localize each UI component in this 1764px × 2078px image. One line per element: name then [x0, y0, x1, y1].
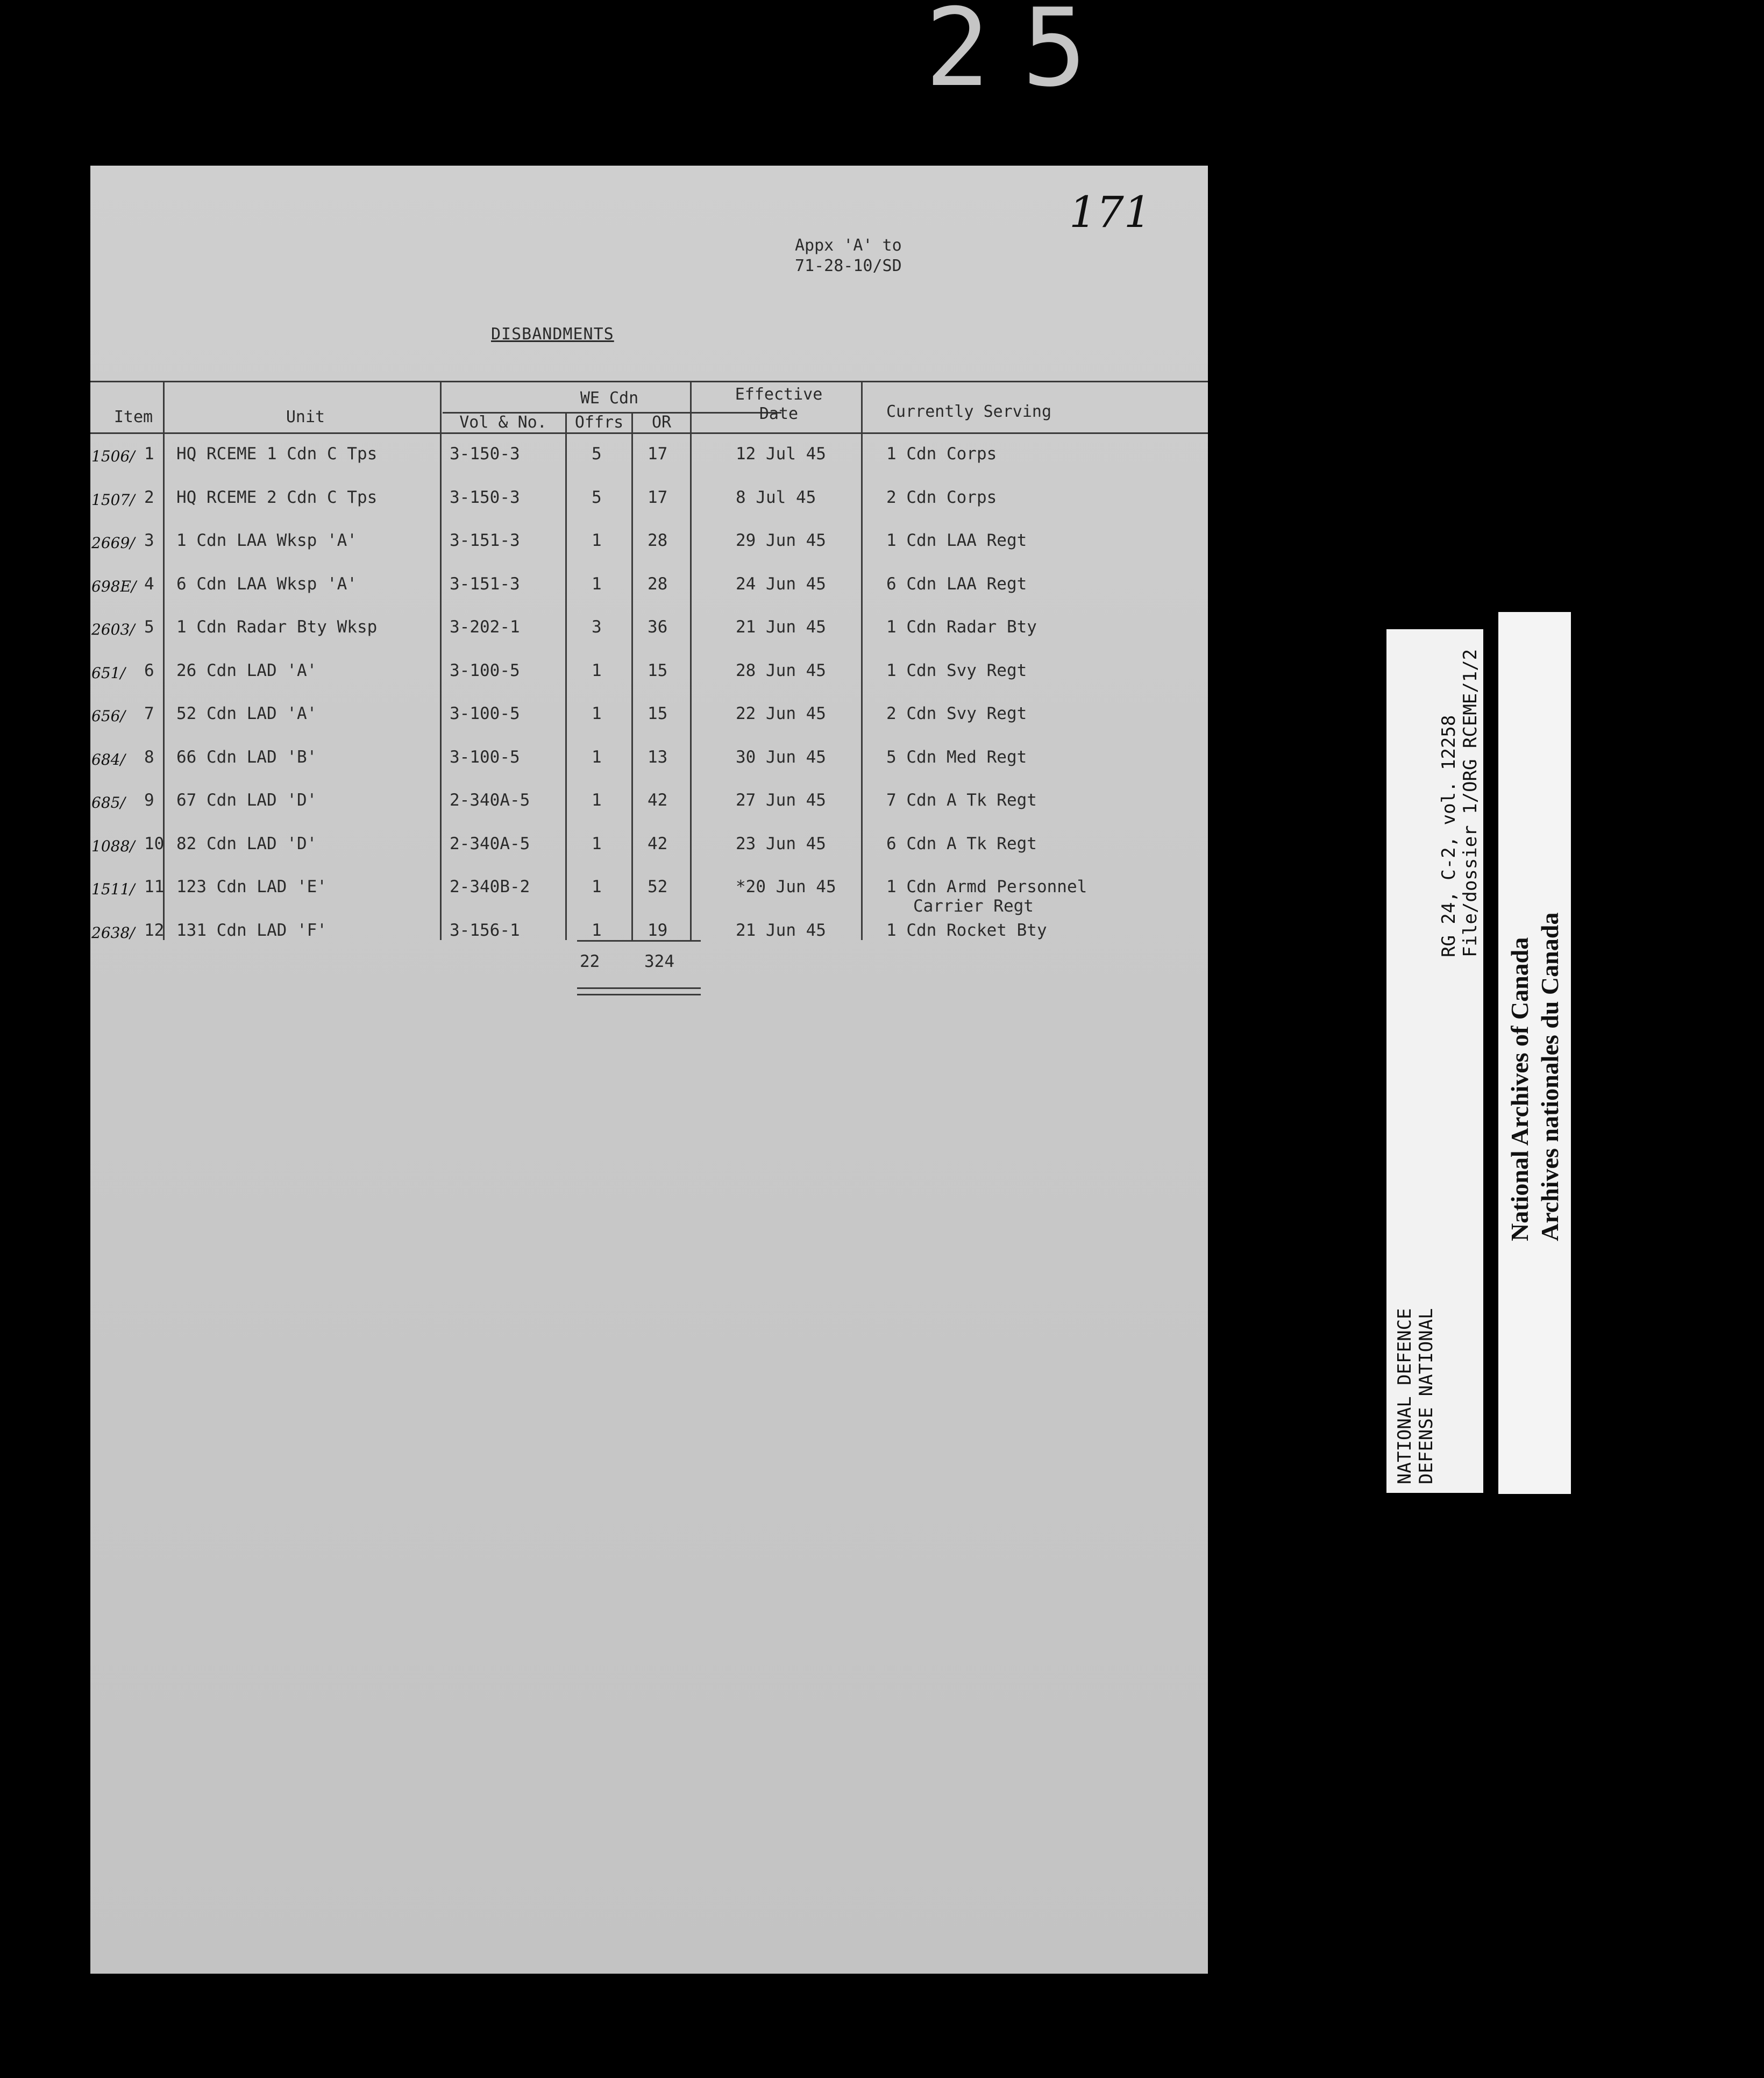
item-number: 5 — [144, 617, 154, 637]
or-count: 19 — [648, 920, 668, 940]
item-handwritten-ref: 2669/ — [91, 534, 135, 552]
column-divider — [861, 381, 863, 940]
document-page — [90, 166, 1208, 1974]
header-item: Item — [113, 408, 153, 426]
effective-date: 12 Jul 45 — [736, 444, 826, 464]
column-divider — [163, 381, 165, 940]
header-offrs: Offrs — [574, 413, 624, 432]
offrs-count: 3 — [592, 617, 602, 637]
microfilm-frame-number: 25 — [925, 0, 1119, 111]
we-vol-no: 3-151-3 — [450, 531, 520, 550]
unit-name: HQ RCEME 1 Cdn C Tps — [176, 444, 378, 464]
handwritten-page-number: 171 — [1069, 187, 1151, 237]
item-number: 3 — [144, 531, 154, 550]
or-count: 42 — [648, 791, 668, 810]
item-number: 4 — [144, 574, 154, 594]
currently-serving: 1 Cdn Armd Personnel — [886, 877, 1087, 896]
or-count: 15 — [648, 660, 668, 680]
we-vol-no: 2-340A-5 — [450, 834, 530, 853]
item-handwritten-ref: 1506/ — [91, 447, 135, 465]
unit-name: 1 Cdn Radar Bty Wksp — [176, 617, 378, 637]
offrs-count: 1 — [592, 574, 602, 594]
currently-serving-continued: Carrier Regt — [913, 896, 1034, 916]
item-number: 10 — [144, 834, 165, 853]
unit-name: 1 Cdn LAA Wksp 'A' — [176, 531, 357, 550]
national-archives-label — [1498, 612, 1571, 1494]
unit-name: HQ RCEME 2 Cdn C Tps — [176, 487, 378, 507]
offrs-count: 1 — [592, 920, 602, 940]
effective-date: 8 Jul 45 — [736, 487, 816, 507]
header-we-cdn: WE Cdn — [580, 389, 639, 408]
item-number: 12 — [144, 920, 165, 940]
total-or: 324 — [644, 952, 674, 971]
or-count: 42 — [648, 834, 668, 853]
offrs-count: 5 — [592, 487, 602, 507]
archive-reference-label — [1386, 629, 1483, 1493]
offrs-count: 1 — [592, 704, 602, 723]
currently-serving: 2 Cdn Svy Regt — [886, 704, 1027, 723]
currently-serving: 1 Cdn Radar Bty — [886, 617, 1037, 637]
currently-serving: 1 Cdn Svy Regt — [886, 660, 1027, 680]
we-vol-no: 3-151-3 — [450, 574, 520, 594]
department-text — [1394, 1308, 1437, 1484]
item-handwritten-ref: 684/ — [91, 750, 125, 768]
archives-line-2: Archives nationales du Canada — [1536, 912, 1563, 1241]
offrs-count: 1 — [592, 791, 602, 810]
effective-date: 28 Jun 45 — [736, 660, 826, 680]
unit-name: 67 Cdn LAD 'D' — [176, 791, 317, 810]
or-count: 28 — [648, 531, 668, 550]
unit-name: 82 Cdn LAD 'D' — [176, 834, 317, 853]
offrs-count: 1 — [592, 877, 602, 896]
column-divider — [440, 381, 442, 940]
we-vol-no: 3-100-5 — [450, 704, 520, 723]
currently-serving: 2 Cdn Corps — [886, 487, 997, 507]
item-handwritten-ref: 1507/ — [91, 490, 135, 509]
appendix-reference — [795, 236, 902, 276]
reference-line-1: RG 24, C-2, vol. 12258 — [1438, 715, 1460, 957]
item-handwritten-ref: 2603/ — [91, 621, 135, 638]
item-handwritten-ref: 1088/ — [91, 837, 135, 855]
or-count: 15 — [648, 704, 668, 723]
header-or: OR — [651, 413, 672, 432]
national-archives-text — [1505, 913, 1565, 1241]
offrs-count: 1 — [592, 531, 602, 550]
header-date: Date — [759, 404, 799, 423]
or-count: 28 — [648, 574, 668, 594]
offrs-count: 1 — [592, 747, 602, 767]
we-vol-no: 3-100-5 — [450, 747, 520, 767]
currently-serving: 1 Cdn Rocket Bty — [886, 920, 1047, 940]
item-handwritten-ref: 698E/ — [91, 577, 137, 595]
we-vol-no: 2-340B-2 — [450, 877, 530, 896]
or-count: 36 — [648, 617, 668, 637]
we-vol-no: 3-100-5 — [450, 660, 520, 680]
archive-reference-text — [1438, 649, 1481, 957]
item-handwritten-ref: 651/ — [91, 664, 125, 682]
currently-serving: 1 Cdn Corps — [886, 444, 997, 464]
department-line-1: NATIONAL DEFENCE — [1394, 1308, 1416, 1484]
document-title: DISBANDMENTS — [491, 325, 614, 344]
totals-double-rule — [577, 994, 701, 995]
item-number: 11 — [144, 877, 165, 896]
item-number: 6 — [144, 660, 154, 680]
header-vol-no: Vol & No. — [459, 413, 547, 432]
offrs-count: 5 — [592, 444, 602, 464]
item-handwritten-ref: 1511/ — [91, 880, 135, 898]
effective-date: 21 Jun 45 — [736, 617, 826, 637]
unit-name: 123 Cdn LAD 'E' — [176, 877, 327, 896]
appendix-reference-line-1: Appx 'A' to — [795, 236, 902, 255]
unit-name: 6 Cdn LAA Wksp 'A' — [176, 574, 357, 594]
unit-name: 66 Cdn LAD 'B' — [176, 747, 317, 767]
or-count: 17 — [648, 444, 668, 464]
offrs-count: 1 — [592, 660, 602, 680]
effective-date: *20 Jun 45 — [736, 877, 836, 896]
totals-double-rule — [577, 987, 701, 989]
item-number: 1 — [144, 444, 154, 464]
header-unit: Unit — [286, 408, 325, 426]
total-offrs: 22 — [580, 952, 600, 971]
item-number: 8 — [144, 747, 154, 767]
we-vol-no: 3-150-3 — [450, 444, 520, 464]
item-number: 2 — [144, 487, 154, 507]
currently-serving: 7 Cdn A Tk Regt — [886, 791, 1037, 810]
unit-name: 131 Cdn LAD 'F' — [176, 920, 327, 940]
or-count: 52 — [648, 877, 668, 896]
column-divider — [631, 412, 633, 940]
effective-date: 23 Jun 45 — [736, 834, 826, 853]
effective-date: 29 Jun 45 — [736, 531, 826, 550]
item-handwritten-ref: 2638/ — [91, 923, 135, 942]
effective-date: 22 Jun 45 — [736, 704, 826, 723]
effective-date: 21 Jun 45 — [736, 920, 826, 940]
currently-serving: 6 Cdn A Tk Regt — [886, 834, 1037, 853]
unit-name: 26 Cdn LAD 'A' — [176, 660, 317, 680]
appendix-reference-line-2: 71-28-10/SD — [795, 257, 902, 275]
currently-serving: 5 Cdn Med Regt — [886, 747, 1027, 767]
header-effective: Effective — [735, 385, 823, 404]
we-vol-no: 3-150-3 — [450, 487, 520, 507]
item-handwritten-ref: 656/ — [91, 707, 125, 725]
we-vol-no: 3-156-1 — [450, 920, 520, 940]
we-vol-no: 3-202-1 — [450, 617, 520, 637]
or-count: 13 — [648, 747, 668, 767]
header-currently-serving: Currently Serving — [886, 402, 1052, 421]
archives-line-1: National Archives of Canada — [1506, 937, 1533, 1241]
department-line-2: DEFENSE NATIONAL — [1416, 1308, 1437, 1484]
currently-serving: 6 Cdn LAA Regt — [886, 574, 1027, 594]
we-cdn-top-rule — [443, 381, 781, 382]
header-bottom-rule — [90, 432, 1208, 434]
we-vol-no: 2-340A-5 — [450, 791, 530, 810]
reference-line-2: File/dossier 1/ORG RCEME/1/2 — [1460, 649, 1481, 957]
effective-date: 27 Jun 45 — [736, 791, 826, 810]
item-handwritten-ref: 685/ — [91, 794, 125, 812]
column-divider — [565, 412, 567, 940]
currently-serving: 1 Cdn LAA Regt — [886, 531, 1027, 550]
item-number: 7 — [144, 704, 154, 723]
or-count: 17 — [648, 487, 668, 507]
offrs-count: 1 — [592, 834, 602, 853]
item-number: 9 — [144, 791, 154, 810]
totals-rule — [577, 940, 701, 942]
unit-name: 52 Cdn LAD 'A' — [176, 704, 317, 723]
effective-date: 30 Jun 45 — [736, 747, 826, 767]
effective-date: 24 Jun 45 — [736, 574, 826, 594]
column-divider — [690, 381, 692, 940]
